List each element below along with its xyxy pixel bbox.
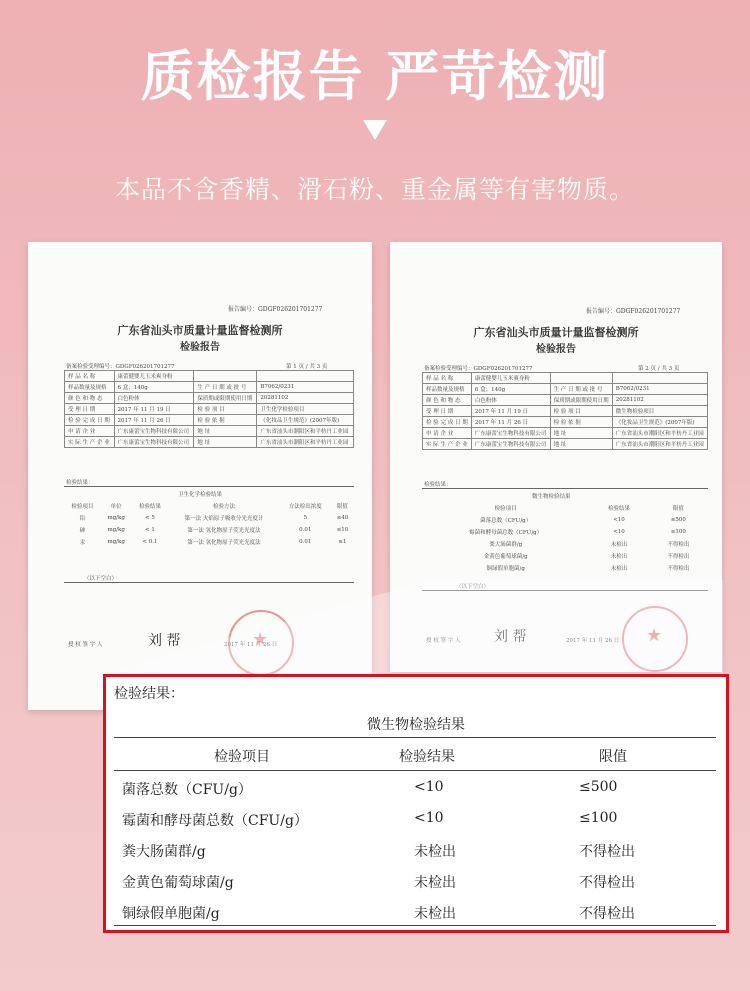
info-cell: 白色粉体 <box>471 395 550 406</box>
accept-number: 备案检验受理编号：GDGF026201701277 <box>424 366 533 372</box>
results-cell: mg/kg <box>107 539 125 545</box>
info-cell: 申 请 企 业 <box>423 428 472 439</box>
results-cell: 未检出 <box>610 542 628 548</box>
info-cell: 20281102 <box>612 395 707 406</box>
info-cell: 2017 年 11 月 19 日 <box>471 406 550 417</box>
results-title: 微生物检验结果 <box>532 494 571 500</box>
row-item: 铜绿假单胞菌/g <box>122 906 220 922</box>
info-cell: 颜 色 和 物 态 <box>65 393 115 404</box>
info-cell: 地 址 <box>194 426 257 437</box>
results-header-cell: 限值 <box>672 506 684 512</box>
results-cell: 0.01 <box>299 539 312 545</box>
info-cell: 样品数量及规格 <box>65 382 115 393</box>
table-row <box>114 897 716 927</box>
signature: 刘 帮 <box>148 633 181 649</box>
info-cell: B7062/0231 <box>612 384 707 395</box>
table-header-rule <box>114 770 716 771</box>
results-header-cell: 检验项目 <box>494 506 517 512</box>
table-top-rule <box>114 737 716 738</box>
info-cell: 受 理 日 期 <box>65 404 115 415</box>
table-row <box>114 804 716 834</box>
report-title: 检验报告 <box>536 344 576 355</box>
row-result: 未检出 <box>414 906 456 922</box>
table-row <box>114 866 716 896</box>
results-cell: 不得检出 <box>667 566 690 572</box>
report-number: 报告编号：GDGF026201701277 <box>586 308 681 315</box>
blank-note: （以下空白） <box>84 576 118 582</box>
info-cell: 康蕾健婴儿玉米爽身粉 <box>114 371 194 382</box>
row-result: 未检出 <box>414 875 456 891</box>
results-cell: 砷 <box>79 528 86 534</box>
results-cell: 不得检出 <box>667 542 690 548</box>
info-cell: 广东省汕头市潮阳区和平枋丹工业园 <box>257 426 354 437</box>
signer-label: 授 权 签 字 人 <box>68 642 103 648</box>
results-label: 检验结果： <box>424 482 452 488</box>
results-header-cell: 单位 <box>110 504 122 510</box>
row-limit: ≤100 <box>579 810 618 826</box>
results-cell: 未检出 <box>610 566 628 572</box>
info-cell: 卫生化学检验项目 <box>257 404 354 415</box>
results-cell: <10 <box>613 529 625 535</box>
results-title: 微生物检验结果 <box>367 717 465 733</box>
results-cell: 霉菌和酵母菌总数（CFU/g） <box>469 530 543 536</box>
info-cell: 广东康蕾宝生物科技有限公司 <box>471 428 550 439</box>
info-cell: 2017 年 11 月 19 日 <box>114 404 194 415</box>
info-cell: 保质期或限期使用日期 <box>194 393 257 404</box>
results-header-cell: 检验方法 <box>212 504 235 510</box>
info-cell: 生 产 日 期 或 批 号 <box>550 384 612 395</box>
row-result: <10 <box>414 779 444 795</box>
org-name: 广东省汕头市质量计量监督检测所 <box>473 326 639 339</box>
org-name: 广东省汕头市质量计量监督检测所 <box>117 324 283 337</box>
info-cell: 实 际 生 产 企 业 <box>65 437 115 448</box>
results-header-cell: 限值 <box>336 504 348 510</box>
info-cell: 6 盒；140g <box>471 384 550 395</box>
info-cell: 检 验 项 目 <box>194 404 257 415</box>
row-limit: 不得检出 <box>579 875 635 891</box>
info-cell: 广东省汕头市潮阳区和平枋丹工业园 <box>612 428 707 439</box>
row-item: 霉菌和酵母菌总数（CFU/g） <box>122 813 308 829</box>
info-cell: 受 理 日 期 <box>423 406 472 417</box>
results-cell: ≤500 <box>670 517 686 523</box>
info-cell: 广东康蕾宝生物科技有限公司 <box>114 426 194 437</box>
header-limit: 限值 <box>599 749 627 765</box>
table-header-row <box>114 740 716 770</box>
info-cell: 地 址 <box>550 428 612 439</box>
page-number: 第 1 页 / 共 3 页 <box>286 364 328 370</box>
info-cell: 广东康蕾宝生物科技有限公司 <box>114 437 194 448</box>
info-cell: 广东省汕头市潮阳区和平枋丹工业园 <box>257 437 354 448</box>
results-cell: mg/kg <box>107 527 125 533</box>
table-row <box>114 835 716 865</box>
results-cell: < 1 <box>145 527 155 533</box>
info-cell: 检 验 依 据 <box>194 415 257 426</box>
report-number: 报告编号：GDGF026201701277 <box>228 306 323 313</box>
info-cell: 《化妆品卫生规范》(2007年版) <box>612 417 707 428</box>
results-cell: 第一法 火焰原子吸收分光光度计 <box>184 516 264 522</box>
info-cell: 广东康蕾宝生物科技有限公司 <box>471 439 550 450</box>
info-cell: 申 请 企 业 <box>65 426 115 437</box>
info-cell: 康蕾健婴儿玉米爽身粉 <box>471 373 550 384</box>
results-cell: < 0.1 <box>142 539 158 545</box>
results-title: 卫生化学检验结果 <box>178 492 223 498</box>
row-limit: 不得检出 <box>579 844 635 860</box>
headline-title: 质检报告 严苛检测 <box>140 45 610 108</box>
row-limit: ≤500 <box>579 779 618 795</box>
results-header-cell: 方法检出浓度 <box>288 504 322 510</box>
row-limit: 不得检出 <box>579 906 635 922</box>
info-cell: 颜 色 和 物 态 <box>423 395 472 406</box>
row-result: 未检出 <box>414 844 456 860</box>
header-result: 检验结果 <box>399 749 455 765</box>
results-header-cell: 检验结果 <box>608 506 631 512</box>
results-cell: 0.01 <box>299 527 312 533</box>
info-cell: 样品数量及规格 <box>423 384 472 395</box>
row-item: 金黄色葡萄球菌/g <box>122 875 234 891</box>
info-cell: 广东省汕头市潮阳区和平枋丹工业园 <box>612 439 707 450</box>
results-cell: 铅 <box>79 516 86 522</box>
info-cell: 地 址 <box>550 439 612 450</box>
table-row <box>114 773 716 803</box>
row-result: <10 <box>414 810 444 826</box>
results-header-cell: 检验结果 <box>138 504 161 510</box>
headline-subtitle: 本品不含香精、滑石粉、重金属等有害物质。 <box>114 175 635 204</box>
results-label: 检验结果： <box>114 686 184 702</box>
info-cell: 样 品 名 称 <box>423 373 472 384</box>
results-header-cell: 检验项目 <box>71 504 94 510</box>
row-item: 粪大肠菌群/g <box>122 844 206 860</box>
info-cell: 实 际 生 产 企 业 <box>423 439 472 450</box>
info-cell: 检 验 完 成 日 期 <box>423 417 472 428</box>
results-cell: 第一法 氢化物原子荧光光度法 <box>187 540 261 546</box>
row-item: 菌落总数（CFU/g） <box>122 782 252 798</box>
info-cell: 检 验 完 成 日 期 <box>65 415 115 426</box>
results-cell: ≤1 <box>338 539 347 545</box>
info-cell: B7062/0231 <box>257 382 354 393</box>
results-cell: 5 <box>303 515 307 521</box>
page-number: 第 2 页 / 共 3 页 <box>638 366 680 372</box>
info-cell: 保质期或限期使用日期 <box>550 395 612 406</box>
zoomed-results-panel <box>103 674 729 933</box>
info-cell: 生 产 日 期 或 批 号 <box>194 382 257 393</box>
results-cell: 金黄色葡萄球菌/g <box>483 554 528 560</box>
results-cell: ≤100 <box>670 529 686 535</box>
info-cell: 检 验 依 据 <box>550 417 612 428</box>
info-cell: 样 品 名 称 <box>65 371 115 382</box>
info-cell: 地 址 <box>194 437 257 448</box>
results-cell: 不得检出 <box>667 554 690 560</box>
info-cell: 2017 年 11 月 26 日 <box>471 417 550 428</box>
info-cell: 《化妆品卫生规范》(2007年版) <box>257 415 354 426</box>
results-cell: 汞 <box>79 540 86 546</box>
results-cell: ≤10 <box>336 527 349 533</box>
results-cell: 未检出 <box>610 554 628 560</box>
report-title: 检验报告 <box>180 342 220 353</box>
results-label: 检验结果： <box>66 480 94 486</box>
results-cell: 粪大肠菌群/g <box>489 542 523 548</box>
results-cell: ≤40 <box>336 515 349 521</box>
results-cell: < 5 <box>145 515 155 521</box>
info-cell: 2017 年 11 月 26 日 <box>114 415 194 426</box>
table-bottom-rule <box>114 925 716 926</box>
results-cell: 铜绿假单胞菌/g <box>486 566 525 572</box>
results-cell: <10 <box>613 517 625 523</box>
info-cell: 微生物检验项目 <box>612 406 707 417</box>
header-item: 检验项目 <box>214 749 270 765</box>
results-cell: 第一法 氢化物原子荧光光度法 <box>187 528 261 534</box>
info-cell: 检 验 项 目 <box>550 406 612 417</box>
results-cell: mg/kg <box>107 515 125 521</box>
results-cell: 菌落总数（CFU/g） <box>480 518 532 524</box>
accept-number: 备案检验受理编号：GDGF026201701277 <box>66 364 175 370</box>
info-cell: 白色粉体 <box>114 393 194 404</box>
info-cell: 6 盒；140g <box>114 382 194 393</box>
info-cell: 20281102 <box>257 393 354 404</box>
